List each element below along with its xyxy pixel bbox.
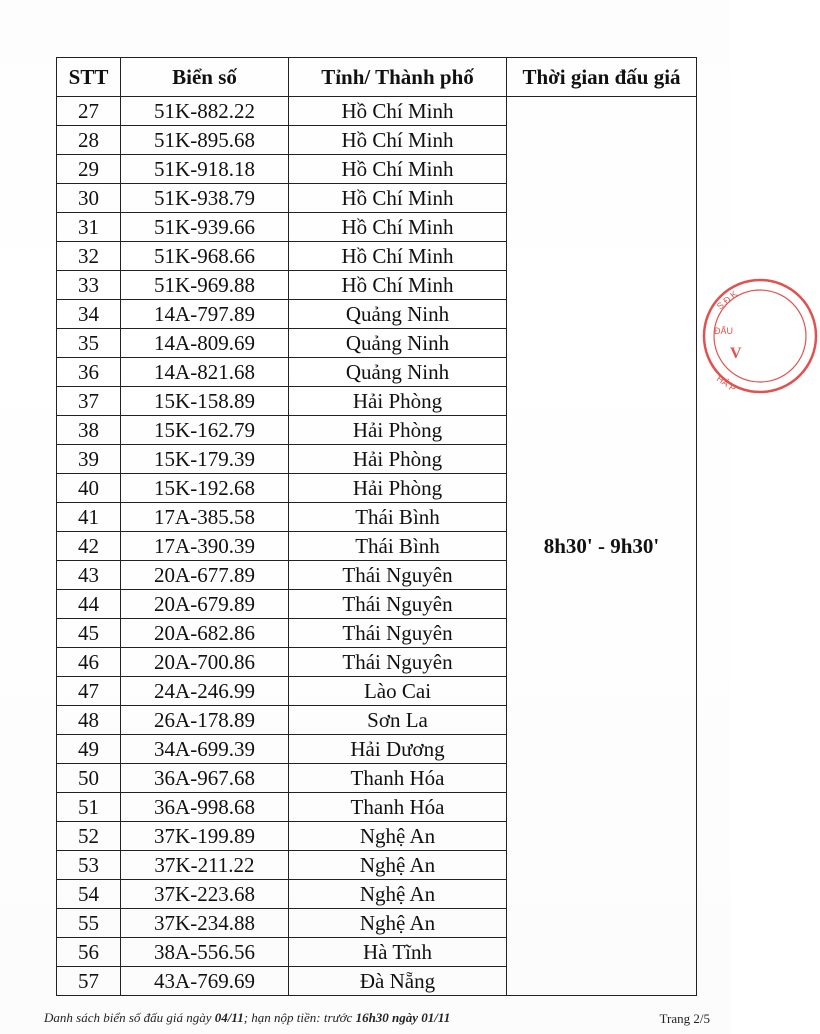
row-province: Quảng Ninh xyxy=(289,300,507,329)
row-stt: 36 xyxy=(57,358,121,387)
row-stt: 37 xyxy=(57,387,121,416)
row-plate-number: 14A-797.89 xyxy=(121,300,289,329)
row-stt: 57 xyxy=(57,967,121,996)
header-city: Tỉnh/ Thành phố xyxy=(289,58,507,97)
row-plate-number: 51K-895.68 xyxy=(121,126,289,155)
row-stt: 51 xyxy=(57,793,121,822)
table-header-row xyxy=(57,58,697,97)
row-plate-number: 36A-967.68 xyxy=(121,764,289,793)
row-province: Quảng Ninh xyxy=(289,329,507,358)
row-stt: 38 xyxy=(57,416,121,445)
row-stt: 39 xyxy=(57,445,121,474)
row-stt: 27 xyxy=(57,97,121,126)
row-province: Hải Phòng xyxy=(289,387,507,416)
page-number: Trang 2/5 xyxy=(659,1011,710,1026)
row-plate-number: 14A-821.68 xyxy=(121,358,289,387)
row-stt: 41 xyxy=(57,503,121,532)
row-province: Thái Nguyên xyxy=(289,619,507,648)
row-stt: 33 xyxy=(57,271,121,300)
row-stt: 29 xyxy=(57,155,121,184)
footer-prefix: Danh sách biển số đấu giá ngày xyxy=(44,1010,212,1025)
row-plate-number: 15K-192.68 xyxy=(121,474,289,503)
footer-note xyxy=(44,1010,450,1026)
row-province: Hồ Chí Minh xyxy=(289,242,507,271)
row-province: Hải Phòng xyxy=(289,445,507,474)
row-plate-number: 43A-769.69 xyxy=(121,967,289,996)
row-province: Thái Nguyên xyxy=(289,561,507,590)
row-stt: 30 xyxy=(57,184,121,213)
row-stt: 55 xyxy=(57,909,121,938)
row-stt: 31 xyxy=(57,213,121,242)
row-plate-number: 15K-158.89 xyxy=(121,387,289,416)
row-plate-number: 37K-223.68 xyxy=(121,880,289,909)
row-plate-number: 38A-556.56 xyxy=(121,938,289,967)
row-stt: 49 xyxy=(57,735,121,764)
row-province: Sơn La xyxy=(289,706,507,735)
row-province: Hải Phòng xyxy=(289,416,507,445)
row-stt: 40 xyxy=(57,474,121,503)
row-plate-number: 20A-679.89 xyxy=(121,590,289,619)
row-plate-number: 20A-700.86 xyxy=(121,648,289,677)
row-stt: 53 xyxy=(57,851,121,880)
row-stt: 44 xyxy=(57,590,121,619)
row-plate-number: 37K-199.89 xyxy=(121,822,289,851)
row-province: Hải Phòng xyxy=(289,474,507,503)
row-province: Hải Dương xyxy=(289,735,507,764)
svg-text:HẢ P: HẢ P xyxy=(714,373,738,394)
red-seal-stamp xyxy=(700,276,820,396)
row-province: Quảng Ninh xyxy=(289,358,507,387)
row-plate-number: 51K-969.88 xyxy=(121,271,289,300)
row-plate-number: 20A-677.89 xyxy=(121,561,289,590)
row-plate-number: 34A-699.39 xyxy=(121,735,289,764)
row-province: Hồ Chí Minh xyxy=(289,126,507,155)
row-province: Hồ Chí Minh xyxy=(289,155,507,184)
header-plate: Biển số xyxy=(121,58,289,97)
row-plate-number: 37K-234.88 xyxy=(121,909,289,938)
table-row xyxy=(57,97,697,126)
row-plate-number: 37K-211.22 xyxy=(121,851,289,880)
row-province: Thanh Hóa xyxy=(289,764,507,793)
row-plate-number: 26A-178.89 xyxy=(121,706,289,735)
header-auction-time: Thời gian đấu giá xyxy=(507,58,697,97)
footer-middle: ; hạn nộp tiền: trước xyxy=(243,1010,353,1025)
row-province: Nghệ An xyxy=(289,822,507,851)
row-stt: 47 xyxy=(57,677,121,706)
row-province: Lào Cai xyxy=(289,677,507,706)
footer-deadline: 16h30 ngày 01/11 xyxy=(355,1010,451,1025)
row-plate-number: 51K-882.22 xyxy=(121,97,289,126)
row-stt: 56 xyxy=(57,938,121,967)
row-province: Hồ Chí Minh xyxy=(289,213,507,242)
row-plate-number: 17A-385.58 xyxy=(121,503,289,532)
row-province: Hồ Chí Minh xyxy=(289,271,507,300)
row-stt: 45 xyxy=(57,619,121,648)
row-stt: 46 xyxy=(57,648,121,677)
row-province: Hồ Chí Minh xyxy=(289,97,507,126)
table-body xyxy=(57,97,697,996)
svg-text:S.Đ.K: S.Đ.K xyxy=(714,288,740,312)
row-plate-number: 51K-939.66 xyxy=(121,213,289,242)
row-stt: 42 xyxy=(57,532,121,561)
row-plate-number: 24A-246.99 xyxy=(121,677,289,706)
row-plate-number: 51K-968.66 xyxy=(121,242,289,271)
row-stt: 35 xyxy=(57,329,121,358)
row-province: Thanh Hóa xyxy=(289,793,507,822)
row-province: Thái Nguyên xyxy=(289,648,507,677)
svg-text:ĐẤU: ĐẤU xyxy=(714,326,734,336)
row-province: Hà Tĩnh xyxy=(289,938,507,967)
row-province: Thái Bình xyxy=(289,532,507,561)
row-stt: 32 xyxy=(57,242,121,271)
row-stt: 50 xyxy=(57,764,121,793)
footer-auction-date: 04/11 xyxy=(214,1010,244,1025)
row-stt: 43 xyxy=(57,561,121,590)
row-plate-number: 17A-390.39 xyxy=(121,532,289,561)
row-stt: 54 xyxy=(57,880,121,909)
row-province: Nghệ An xyxy=(289,909,507,938)
row-province: Nghệ An xyxy=(289,851,507,880)
plate-auction-table xyxy=(56,57,697,996)
row-province: Đà Nẵng xyxy=(289,967,507,996)
row-plate-number: 14A-809.69 xyxy=(121,329,289,358)
row-plate-number: 20A-682.86 xyxy=(121,619,289,648)
row-plate-number: 51K-938.79 xyxy=(121,184,289,213)
header-stt: STT xyxy=(57,58,121,97)
auction-time-cell: 8h30' - 9h30' xyxy=(507,97,697,996)
row-province: Thái Bình xyxy=(289,503,507,532)
row-province: Thái Nguyên xyxy=(289,590,507,619)
row-province: Nghệ An xyxy=(289,880,507,909)
row-stt: 48 xyxy=(57,706,121,735)
row-plate-number: 36A-998.68 xyxy=(121,793,289,822)
row-stt: 52 xyxy=(57,822,121,851)
row-stt: 34 xyxy=(57,300,121,329)
row-plate-number: 51K-918.18 xyxy=(121,155,289,184)
row-plate-number: 15K-179.39 xyxy=(121,445,289,474)
svg-text:V: V xyxy=(730,345,742,362)
row-province: Hồ Chí Minh xyxy=(289,184,507,213)
row-stt: 28 xyxy=(57,126,121,155)
row-plate-number: 15K-162.79 xyxy=(121,416,289,445)
